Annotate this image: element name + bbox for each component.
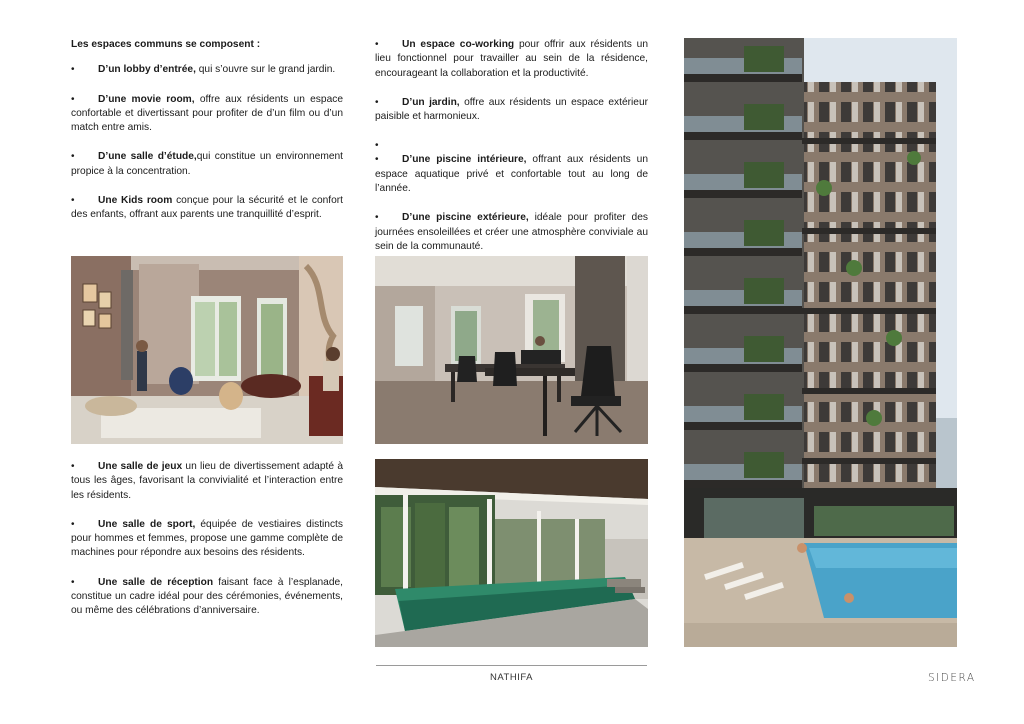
indoor-pool-illustration — [375, 459, 648, 647]
item-title: D’un jardin, — [402, 96, 460, 108]
item-title: D’une salle d’étude, — [98, 151, 197, 163]
list-item — [71, 576, 343, 619]
item-text: équipée de vestiaires distincts pour hommes et femmes, propose une gamme complète de machines pour répondre aux besoins des résidents. — [71, 518, 343, 559]
bullet: • — [375, 154, 379, 166]
list-item — [375, 96, 648, 125]
item-title: Une Kids room — [98, 195, 173, 207]
left-bottom-column — [71, 460, 343, 634]
item-text: offrant aux résidents un espace aquatique privé et confortable tout au long de l’année. — [375, 154, 648, 195]
kids-room-photo — [71, 256, 343, 444]
coworking-illustration — [375, 256, 648, 444]
coworking-photo — [375, 256, 648, 444]
bullet: • — [71, 576, 75, 588]
bullet: • — [71, 151, 75, 163]
item-text: qui s’ouvre sur le grand jardin. — [195, 64, 336, 76]
item-text: qui constitue un environnement propice à la concentration. — [71, 151, 343, 177]
kids-room-illustration — [71, 256, 343, 444]
middle-column — [375, 38, 648, 269]
list-item — [71, 518, 343, 561]
bullet: • — [71, 461, 75, 472]
list-item — [71, 194, 343, 223]
item-text: idéale pour profiter des journées ensoleillées et créer une atmosphère conviviale au sein de la communauté. — [375, 212, 648, 252]
brand-logo: SIDERA — [928, 672, 976, 684]
list-item — [71, 460, 343, 503]
item-title: Une salle de sport, — [98, 518, 196, 530]
item-title: D’une piscine intérieure, — [402, 154, 527, 166]
list-item-empty — [375, 139, 648, 153]
item-title: Une salle de réception — [98, 576, 214, 588]
list-item — [71, 63, 343, 77]
project-name: NATHIFA — [490, 672, 533, 683]
bullet: • — [375, 39, 379, 50]
indoor-pool-photo — [375, 459, 648, 647]
item-title: D’une piscine extérieure, — [402, 212, 529, 224]
tower-exterior-photo — [684, 38, 957, 647]
item-text: faisant face à l’esplanade, constitue un cadre idéal pour des cérémonies, événements, ou même des célébrations d’anniversaire. — [71, 576, 343, 617]
section-heading: Les espaces communs se composent : — [71, 39, 261, 50]
bullet: • — [375, 140, 379, 152]
bullet: • — [71, 518, 75, 530]
bullet: • — [375, 96, 379, 108]
list-item — [375, 38, 648, 81]
list-item — [71, 150, 343, 179]
tower-illustration — [684, 38, 957, 647]
item-text: offre aux résidents un espace extérieur paisible et harmonieux. — [375, 96, 649, 123]
item-text: un lieu de divertissement adapté à tous les âges, favorisant la convivialité et l’interaction entre les résidents. — [71, 461, 343, 501]
bullet: • — [71, 93, 75, 105]
list-item — [375, 211, 648, 254]
item-text: conçue pour la sécurité et le confort des enfants, offrant aux parents une tranquillité d’esprit. — [71, 195, 344, 221]
item-text: pour offrir aux résidents un lieu fonctionnel pour travailler au sein de la résidence, encourageant la collaboration et la productivité. — [375, 39, 648, 79]
item-text: offre aux résidents un espace confortable et divertissant pour profiter de d’un film ou d’un match entre amis. — [71, 93, 343, 134]
item-title: D’un lobby d’entrée, — [98, 64, 196, 76]
list-item — [375, 153, 648, 196]
left-column — [71, 38, 343, 238]
item-title: Un espace co-working — [402, 39, 515, 50]
item-title: D’une movie room, — [98, 93, 195, 105]
footer-divider — [376, 665, 647, 666]
list-item — [71, 93, 343, 136]
bullet: • — [375, 212, 379, 224]
bullet: • — [71, 64, 75, 76]
bullet: • — [71, 195, 75, 207]
item-title: Une salle de jeux — [98, 461, 183, 472]
